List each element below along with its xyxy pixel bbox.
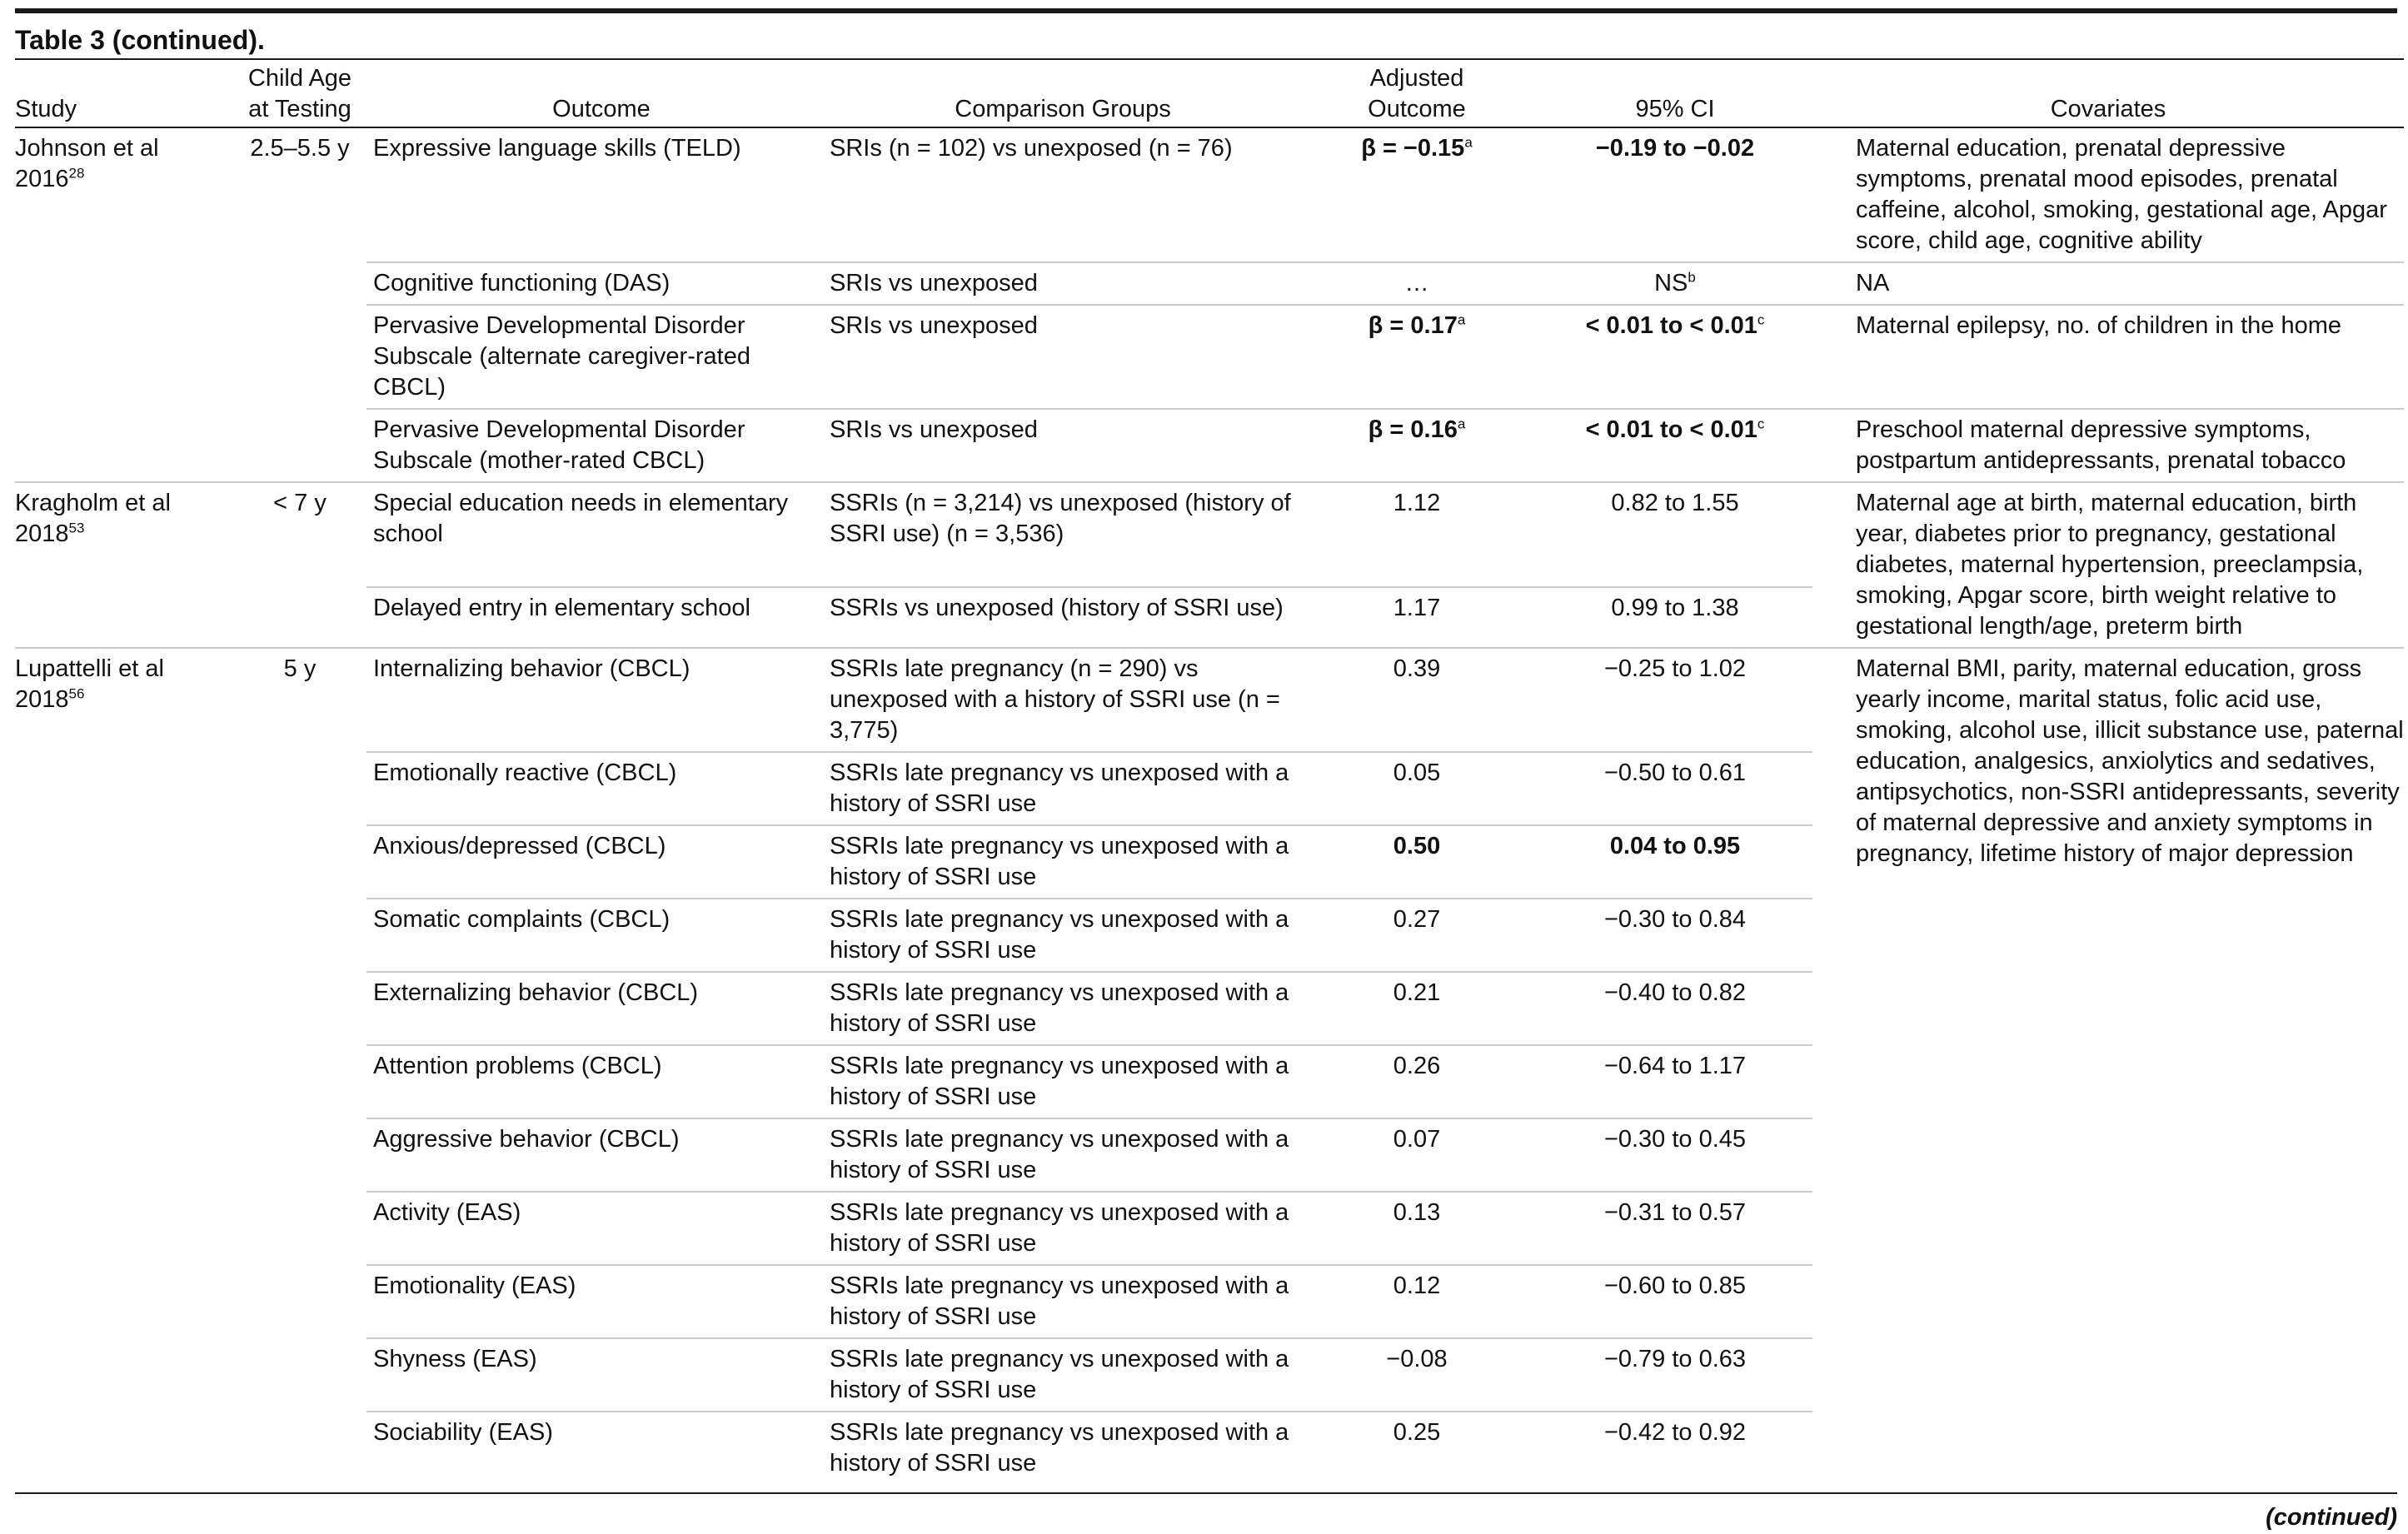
ci-value: −0.79 to 0.63 xyxy=(1603,1346,1747,1372)
table-row xyxy=(15,482,2404,587)
study-cell xyxy=(15,482,233,648)
outcome-cell: Emotionality (EAS) xyxy=(366,1265,830,1338)
comparison-cell: SSRIs late pregnancy (n = 290) vs unexposed with a history of SSRI use (n = 3,775) xyxy=(830,648,1296,752)
adjusted-outcome-cell xyxy=(1296,1412,1538,1484)
header-outcome xyxy=(366,59,830,127)
covariates-cell: Maternal BMI, parity, maternal education, gross yearly income, marital status, folic acid use, smoking, alcohol use, illicit substance use, paternal education, analgesics, anxiolytics and sedatives, antipsychotics, non-SSRI antidepressants, severity of maternal depressive and anxiety symptoms in pregnancy, lifetime history of major depression xyxy=(1812,648,2404,1484)
comparison-cell: SSRIs (n = 3,214) vs unexposed (history of SSRI use) (n = 3,536) xyxy=(830,482,1296,587)
footnote-marker: b xyxy=(1688,269,1696,286)
adjusted-outcome-cell xyxy=(1296,752,1538,825)
adjusted-outcome-cell xyxy=(1296,1192,1538,1265)
table-body xyxy=(15,127,2404,1484)
continued-note: (continued) xyxy=(15,1492,2397,1534)
adjusted-outcome-value: 0.21 xyxy=(1393,979,1441,1006)
outcome-cell: Expressive language skills (TELD) xyxy=(366,127,830,262)
covariates-cell: Maternal epilepsy, no. of children in the home xyxy=(1812,305,2404,409)
table-row xyxy=(15,127,2404,262)
comparison-cell: SSRIs late pregnancy vs unexposed with a history of SSRI use xyxy=(830,752,1296,825)
table-header xyxy=(15,59,2404,127)
ci-value: < 0.01 to < 0.01 xyxy=(1585,416,1757,443)
ci-value: −0.30 to 0.84 xyxy=(1603,906,1747,933)
adjusted-outcome-cell xyxy=(1296,1045,1538,1118)
header-study xyxy=(15,59,233,127)
table-row xyxy=(15,409,2404,482)
ci-value: NS xyxy=(1654,270,1688,296)
study-cell xyxy=(15,127,233,482)
comparison-cell: SSRIs late pregnancy vs unexposed with a history of SSRI use xyxy=(830,1118,1296,1192)
adjusted-outcome-cell xyxy=(1296,305,1538,409)
table-page xyxy=(15,8,2404,1534)
study-name: Kragholm et al 2018 xyxy=(15,490,171,547)
header-age xyxy=(233,59,366,127)
ci-cell xyxy=(1538,409,1812,482)
adjusted-outcome-value: −0.08 xyxy=(1386,1346,1448,1372)
adjusted-outcome-cell xyxy=(1296,1118,1538,1192)
ci-cell xyxy=(1538,752,1812,825)
adjusted-outcome-value: 0.27 xyxy=(1393,906,1441,933)
ci-value: −0.25 to 1.02 xyxy=(1603,655,1747,682)
header-outcome-label: Outcome xyxy=(552,96,651,122)
adjusted-outcome-cell xyxy=(1296,1265,1538,1338)
comparison-cell: SRIs vs unexposed xyxy=(830,409,1296,482)
covariates-cell: Maternal age at birth, maternal education, birth year, diabetes prior to pregnancy, gestational diabetes, maternal hypertension, preeclampsia, smoking, Apgar score, birth weight relative to gestational length/age, preterm birth xyxy=(1812,482,2404,648)
header-adjusted-line1: Adjusted xyxy=(1369,65,1464,92)
comparison-cell: SSRIs late pregnancy vs unexposed with a history of SSRI use xyxy=(830,972,1296,1045)
ci-cell xyxy=(1538,1045,1812,1118)
ci-value: −0.64 to 1.17 xyxy=(1603,1053,1747,1079)
results-table xyxy=(15,58,2404,1484)
adjusted-outcome-cell xyxy=(1296,1338,1538,1412)
header-covariates-label: Covariates xyxy=(2050,96,2166,122)
study-reference: 28 xyxy=(68,165,85,182)
adjusted-outcome-value: 0.12 xyxy=(1393,1273,1441,1299)
study-cell xyxy=(15,648,233,1484)
comparison-cell: SRIs vs unexposed xyxy=(830,305,1296,409)
footnote-marker: c xyxy=(1757,416,1765,432)
header-adjusted-line2: Outcome xyxy=(1368,96,1466,122)
header-comparison xyxy=(830,59,1296,127)
outcome-cell: Somatic complaints (CBCL) xyxy=(366,899,830,972)
covariates-cell: Maternal education, prenatal depressive symptoms, prenatal mood episodes, prenatal caffeine, alcohol, smoking, gestational age, Apgar score, child age, cognitive ability xyxy=(1812,127,2404,262)
ci-cell xyxy=(1538,262,1812,305)
covariates-cell: Preschool maternal depressive symptoms, postpartum antidepressants, prenatal tobacco xyxy=(1812,409,2404,482)
comparison-cell: SRIs vs unexposed xyxy=(830,262,1296,305)
adjusted-outcome-cell xyxy=(1296,648,1538,752)
adjusted-outcome-value: β = −0.15 xyxy=(1361,135,1465,162)
comparison-cell: SSRIs late pregnancy vs unexposed with a history of SSRI use xyxy=(830,1412,1296,1484)
table-row xyxy=(15,648,2404,752)
comparison-cell: SSRIs late pregnancy vs unexposed with a history of SSRI use xyxy=(830,1045,1296,1118)
outcome-cell: Pervasive Developmental Disorder Subscale (mother-rated CBCL) xyxy=(366,409,830,482)
outcome-cell: Attention problems (CBCL) xyxy=(366,1045,830,1118)
outcome-cell: Pervasive Developmental Disorder Subscale (alternate caregiver-rated CBCL) xyxy=(366,305,830,409)
comparison-cell: SRIs (n = 102) vs unexposed (n = 76) xyxy=(830,127,1296,262)
adjusted-outcome-value: 0.26 xyxy=(1393,1053,1441,1079)
study-name: Johnson et al 2016 xyxy=(15,135,159,192)
adjusted-outcome-value: … xyxy=(1404,270,1429,296)
ci-value: −0.19 to −0.02 xyxy=(1595,135,1755,162)
comparison-cell: SSRIs late pregnancy vs unexposed with a history of SSRI use xyxy=(830,1192,1296,1265)
header-adjusted xyxy=(1296,59,1538,127)
comparison-cell: SSRIs late pregnancy vs unexposed with a history of SSRI use xyxy=(830,899,1296,972)
ci-cell xyxy=(1538,972,1812,1045)
adjusted-outcome-cell xyxy=(1296,409,1538,482)
header-ci-label: 95% CI xyxy=(1635,96,1715,122)
footnote-marker: a xyxy=(1457,416,1466,432)
header-age-line2: at Testing xyxy=(248,96,351,122)
adjusted-outcome-value: 1.17 xyxy=(1393,594,1441,621)
ci-cell xyxy=(1538,587,1812,648)
outcome-cell: Internalizing behavior (CBCL) xyxy=(366,648,830,752)
adjusted-outcome-cell xyxy=(1296,825,1538,899)
ci-cell xyxy=(1538,127,1812,262)
adjusted-outcome-value: 0.39 xyxy=(1393,655,1441,682)
header-covariates xyxy=(1812,59,2404,127)
adjusted-outcome-value: 0.13 xyxy=(1393,1199,1441,1226)
ci-cell xyxy=(1538,1192,1812,1265)
ci-value: −0.50 to 0.61 xyxy=(1603,760,1747,786)
footnote-marker: a xyxy=(1457,311,1466,328)
adjusted-outcome-cell xyxy=(1296,899,1538,972)
adjusted-outcome-value: 1.12 xyxy=(1393,490,1441,516)
outcome-cell: Shyness (EAS) xyxy=(366,1338,830,1412)
age-cell: 5 y xyxy=(233,648,366,1484)
ci-cell xyxy=(1538,1412,1812,1484)
outcome-cell: Activity (EAS) xyxy=(366,1192,830,1265)
ci-value: 0.82 to 1.55 xyxy=(1611,490,1739,516)
ci-value: −0.40 to 0.82 xyxy=(1603,979,1747,1006)
adjusted-outcome-value: β = 0.17 xyxy=(1368,312,1458,339)
footnote-marker: a xyxy=(1464,134,1473,151)
header-comparison-label: Comparison Groups xyxy=(955,96,1171,122)
outcome-cell: Delayed entry in elementary school xyxy=(366,587,830,648)
outcome-cell: Externalizing behavior (CBCL) xyxy=(366,972,830,1045)
ci-cell xyxy=(1538,1338,1812,1412)
ci-cell xyxy=(1538,1265,1812,1338)
comparison-cell: SSRIs vs unexposed (history of SSRI use) xyxy=(830,587,1296,648)
adjusted-outcome-value: 0.05 xyxy=(1393,760,1441,786)
table-caption: Table 3 (continued). xyxy=(15,25,265,55)
header-age-line1: Child Age xyxy=(247,65,352,92)
outcome-cell: Special education needs in elementary school xyxy=(366,482,830,587)
ci-value: 0.04 to 0.95 xyxy=(1609,833,1741,859)
study-reference: 56 xyxy=(68,685,85,702)
adjusted-outcome-value: 0.50 xyxy=(1393,833,1441,859)
covariates-cell: NA xyxy=(1812,262,2404,305)
ci-cell xyxy=(1538,305,1812,409)
outcome-cell: Aggressive behavior (CBCL) xyxy=(366,1118,830,1192)
table-row xyxy=(15,305,2404,409)
comparison-cell: SSRIs late pregnancy vs unexposed with a history of SSRI use xyxy=(830,1265,1296,1338)
adjusted-outcome-value: β = 0.16 xyxy=(1368,416,1458,443)
age-cell: < 7 y xyxy=(233,482,366,648)
outcome-cell: Sociability (EAS) xyxy=(366,1412,830,1484)
adjusted-outcome-cell xyxy=(1296,482,1538,587)
adjusted-outcome-cell xyxy=(1296,587,1538,648)
study-reference: 53 xyxy=(68,520,85,536)
table-row xyxy=(15,262,2404,305)
adjusted-outcome-value: 0.07 xyxy=(1393,1126,1441,1153)
ci-value: −0.30 to 0.45 xyxy=(1603,1126,1747,1153)
adjusted-outcome-cell xyxy=(1296,262,1538,305)
header-row xyxy=(15,59,2404,127)
comparison-cell: SSRIs late pregnancy vs unexposed with a history of SSRI use xyxy=(830,825,1296,899)
header-study-label: Study xyxy=(15,96,77,122)
study-name: Lupattelli et al 2018 xyxy=(15,655,164,713)
ci-value: < 0.01 to < 0.01 xyxy=(1585,312,1757,339)
ci-value: −0.60 to 0.85 xyxy=(1603,1273,1747,1299)
ci-value: 0.99 to 1.38 xyxy=(1611,594,1739,621)
ci-value: −0.42 to 0.92 xyxy=(1603,1419,1747,1446)
outcome-cell: Cognitive functioning (DAS) xyxy=(366,262,830,305)
ci-cell xyxy=(1538,482,1812,587)
outcome-cell: Emotionally reactive (CBCL) xyxy=(366,752,830,825)
ci-cell xyxy=(1538,648,1812,752)
adjusted-outcome-cell xyxy=(1296,972,1538,1045)
outcome-cell: Anxious/depressed (CBCL) xyxy=(366,825,830,899)
adjusted-outcome-cell xyxy=(1296,127,1538,262)
ci-cell xyxy=(1538,825,1812,899)
header-ci xyxy=(1538,59,1812,127)
ci-cell xyxy=(1538,899,1812,972)
adjusted-outcome-value: 0.25 xyxy=(1393,1419,1441,1446)
ci-cell xyxy=(1538,1118,1812,1192)
footnote-marker: c xyxy=(1757,311,1765,328)
age-cell: 2.5–5.5 y xyxy=(233,127,366,482)
comparison-cell: SSRIs late pregnancy vs unexposed with a history of SSRI use xyxy=(830,1338,1296,1412)
top-rule xyxy=(15,8,2397,13)
ci-value: −0.31 to 0.57 xyxy=(1603,1199,1747,1226)
